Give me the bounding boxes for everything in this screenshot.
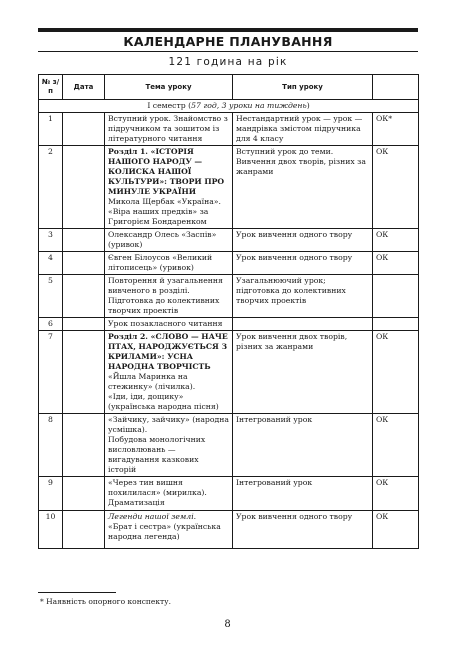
table-header-row bbox=[39, 75, 419, 100]
page-title: КАЛЕНДАРНЕ ПЛАНУВАННЯ bbox=[123, 34, 333, 49]
row-extra-cell bbox=[373, 318, 419, 331]
row-number-cell: 3 bbox=[39, 229, 63, 252]
semester-cell bbox=[39, 100, 419, 113]
row-date-cell bbox=[63, 414, 105, 477]
table-row bbox=[39, 414, 419, 477]
table-row bbox=[39, 146, 419, 229]
row-date-cell bbox=[63, 511, 105, 549]
topic-text: «Брат і сестра» (українська народна легенда) bbox=[108, 522, 221, 541]
row-type-cell: Урок вивчення одного твору bbox=[233, 252, 373, 275]
topic-text: «Йшла Маринка на стежинку» (лічилка). bbox=[108, 372, 196, 391]
row-number-cell: 1 bbox=[39, 113, 63, 146]
row-extra-cell: ОК* bbox=[373, 113, 419, 146]
row-extra-cell: ОК bbox=[373, 252, 419, 275]
column-header-extra bbox=[373, 75, 419, 100]
hours-subtitle: 121 година на рік bbox=[168, 56, 288, 68]
column-header-type: Тип уроку bbox=[233, 75, 373, 100]
topic-text: «Іди, іди, дощику» (українська народна пісня) bbox=[108, 392, 219, 411]
row-number-cell: 6 bbox=[39, 318, 63, 331]
row-type-cell: Інтегрований урок bbox=[233, 414, 373, 477]
table-row bbox=[39, 275, 419, 318]
row-topic-cell bbox=[105, 331, 233, 414]
row-extra-cell: ОК bbox=[373, 331, 419, 414]
row-type-cell: Інтегрований урок bbox=[233, 477, 373, 511]
topic-text: Розділ 1. «ІСТОРІЯ НАШОГО НАРОДУ — КОЛИСКА НАШОЇ КУЛЬТУРИ»: ТВОРИ ПРО МИНУЛЕ УКРАЇНИ bbox=[108, 147, 225, 196]
row-date-cell bbox=[63, 331, 105, 414]
row-type-cell: Вступний урок до теми. Вивчення двох творів, різних за жанрами bbox=[233, 146, 373, 229]
footnote-divider bbox=[38, 592, 116, 593]
row-date-cell bbox=[63, 113, 105, 146]
lesson-plan-table bbox=[38, 74, 419, 549]
row-extra-cell: ОК bbox=[373, 146, 419, 229]
row-date-cell bbox=[63, 477, 105, 511]
row-type-cell: Урок вивчення одного твору bbox=[233, 511, 373, 549]
row-topic-cell bbox=[105, 414, 233, 477]
row-date-cell bbox=[63, 252, 105, 275]
row-date-cell bbox=[63, 318, 105, 331]
topic-text: «Через тин вишня похилилася» (мирилка). bbox=[108, 478, 207, 497]
row-topic-cell bbox=[105, 275, 233, 318]
table-row bbox=[39, 477, 419, 511]
topic-text: Повторення й узагальнення вивченого в розділі. Підготовка до колективних творчих проектів bbox=[108, 276, 223, 315]
table-body bbox=[39, 100, 419, 549]
footnote: * Наявність опорного конспекту. bbox=[40, 597, 171, 606]
row-type-cell: Нестандартний урок — урок — мандрівка змістом підручника для 4 класу bbox=[233, 113, 373, 146]
column-header-number: № з/п bbox=[39, 75, 63, 100]
row-topic-cell bbox=[105, 146, 233, 229]
table-row bbox=[39, 252, 419, 275]
row-date-cell bbox=[63, 275, 105, 318]
row-topic-cell bbox=[105, 511, 233, 549]
table-row bbox=[39, 229, 419, 252]
row-topic-cell bbox=[105, 252, 233, 275]
page-number: 8 bbox=[224, 619, 231, 630]
row-type-cell: Узагальнюючий урок; підготовка до колективних творчих проектів bbox=[233, 275, 373, 318]
row-topic-cell bbox=[105, 113, 233, 146]
column-header-date: Дата bbox=[63, 75, 105, 100]
row-date-cell bbox=[63, 146, 105, 229]
table-row bbox=[39, 113, 419, 146]
row-number-cell: 8 bbox=[39, 414, 63, 477]
table-row bbox=[39, 331, 419, 414]
row-extra-cell: ОК bbox=[373, 511, 419, 549]
row-type-cell: Урок вивчення одного твору bbox=[233, 229, 373, 252]
row-topic-cell bbox=[105, 318, 233, 331]
topic-text: Євген Білоусов «Великий літописець» (уривок) bbox=[108, 253, 213, 272]
row-number-cell: 9 bbox=[39, 477, 63, 511]
column-header-topic: Тема уроку bbox=[105, 75, 233, 100]
row-type-cell: Урок вивчення двох творів, різних за жанрами bbox=[233, 331, 373, 414]
topic-text: «Зайчику, зайчику» (народна усмішка). bbox=[108, 415, 229, 434]
topic-text: Легенди нашої землі. bbox=[108, 512, 197, 521]
table-row bbox=[39, 511, 419, 549]
semester-note: 57 год, 3 уроки на тиждень bbox=[191, 101, 307, 110]
row-type-cell bbox=[233, 318, 373, 331]
semester-label: І семестр ( bbox=[147, 101, 192, 110]
row-topic-cell bbox=[105, 477, 233, 511]
row-extra-cell: ОК bbox=[373, 229, 419, 252]
topic-text: Вступний урок. Знайомство з підручником та зошитом із літературного читання bbox=[108, 114, 228, 143]
topic-text: Драматизація bbox=[108, 498, 165, 507]
row-date-cell bbox=[63, 229, 105, 252]
table-row bbox=[39, 318, 419, 331]
row-number-cell: 7 bbox=[39, 331, 63, 414]
semester-row bbox=[39, 100, 419, 113]
topic-text: Микола Щербак «Україна». «Віра наших предків» за Григорієм Бондаренком bbox=[108, 197, 221, 226]
row-extra-cell bbox=[373, 275, 419, 318]
row-topic-cell bbox=[105, 229, 233, 252]
row-number-cell: 2 bbox=[39, 146, 63, 229]
semester-close: ) bbox=[306, 101, 310, 110]
row-number-cell: 4 bbox=[39, 252, 63, 275]
topic-text: Урок позакласного читання bbox=[108, 319, 223, 328]
row-extra-cell: ОК bbox=[373, 414, 419, 477]
topic-text: Розділ 2. «СЛОВО — НАЧЕ ПТАХ, НАРОДЖУЄТЬСЯ З КРИЛАМИ»: УСНА НАРОДНА ТВОРЧІСТЬ bbox=[108, 332, 228, 371]
page-title-bar bbox=[38, 28, 418, 52]
row-number-cell: 5 bbox=[39, 275, 63, 318]
topic-text: Побудова монологічних висловлювань — вигадування казкових історій bbox=[108, 435, 206, 474]
row-extra-cell: ОК bbox=[373, 477, 419, 511]
row-number-cell: 10 bbox=[39, 511, 63, 549]
topic-text: Олександр Олесь «Заспів» (уривок) bbox=[108, 230, 217, 249]
